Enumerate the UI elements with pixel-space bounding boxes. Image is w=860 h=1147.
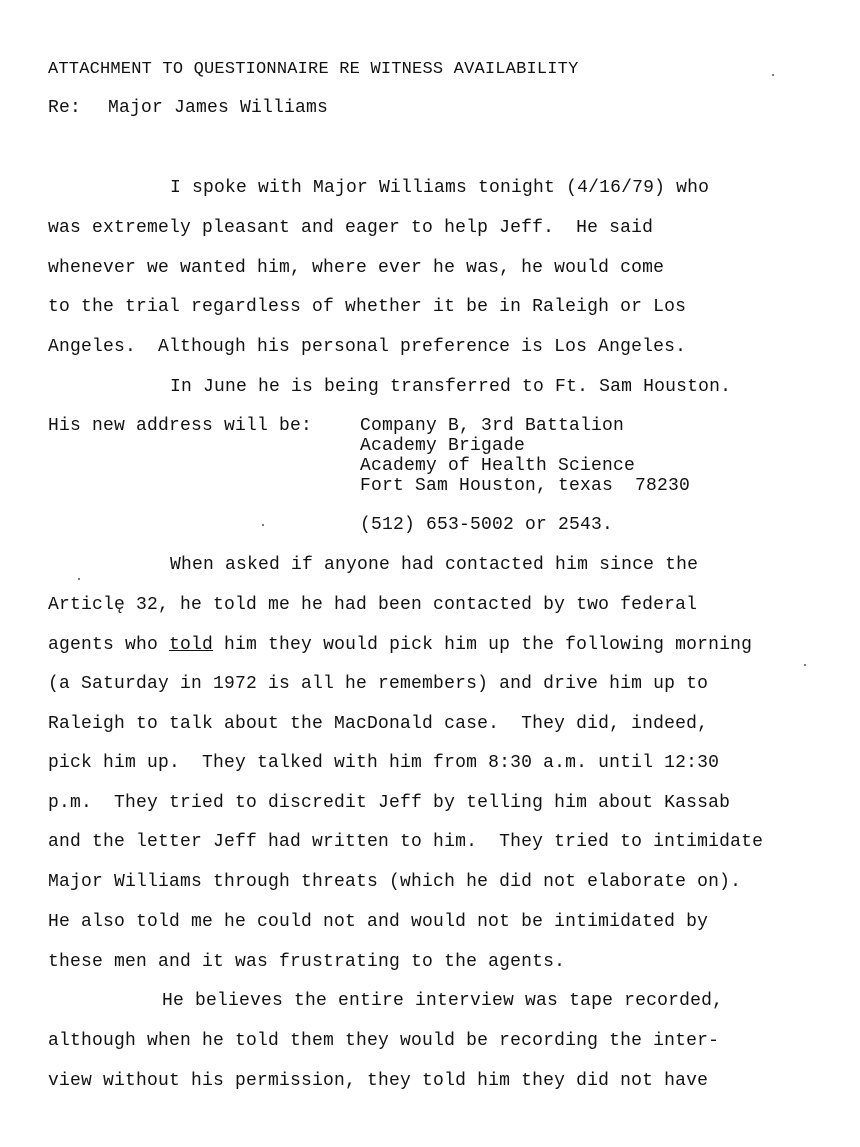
paragraph-3-line-7: p.m. They tried to discredit Jeff by telling him about Kassab: [48, 793, 731, 813]
address-line-2: Academy Brigade: [360, 436, 526, 456]
paragraph-1-line-4: to the trial regardless of whether it be in Raleigh or Los: [48, 297, 687, 317]
paragraph-3-line-10: He also told me he could not and would not be intimidated by: [48, 912, 709, 932]
re-subject: Major James Williams: [108, 98, 329, 118]
paragraph-4-line-2: although when he told them they would be recording the inter-: [48, 1031, 720, 1051]
address-line-3: Academy of Health Science: [360, 456, 636, 476]
paragraph-1-line-1: I spoke with Major Williams tonight (4/16/79) who: [170, 178, 710, 198]
paragraph-3-line-6: pick him up. They talked with him from 8:30 a.m. until 12:30: [48, 753, 720, 773]
phone-number: (512) 653-5002 or 2543.: [360, 515, 614, 535]
paragraph-4-line-1: He believes the entire interview was tape recorded,: [162, 991, 724, 1011]
address-label: His new address will be:: [48, 416, 313, 436]
paragraph-3-line-8: and the letter Jeff had written to him. They tried to intimidate: [48, 832, 764, 852]
paragraph-1-line-5: Angeles. Although his personal preference is Los Angeles.: [48, 337, 687, 357]
scan-speck: [78, 578, 80, 580]
address-line-1: Company B, 3rd Battalion: [360, 416, 625, 436]
re-label: Re:: [48, 98, 82, 118]
paragraph-3-line-4: (a Saturday in 1972 is all he remembers) and drive him up to: [48, 674, 709, 694]
scan-speck: [262, 524, 264, 526]
underlined-word-told: told: [169, 635, 214, 655]
paragraph-3-line-2: Articlę 32, he told me he had been contacted by two federal: [48, 595, 698, 615]
address-line-4: Fort Sam Houston, texas 78230: [360, 476, 691, 496]
paragraph-3-line-5: Raleigh to talk about the MacDonald case. They did, indeed,: [48, 714, 709, 734]
paragraph-1-line-3: whenever we wanted him, where ever he was, he would come: [48, 258, 665, 278]
document-title: ATTACHMENT TO QUESTIONNAIRE RE WITNESS AVAILABILITY: [48, 60, 579, 79]
paragraph-3-line-3: [48, 635, 752, 655]
paragraph-3-line-9: Major Williams through threats (which he did not elaborate on).: [48, 872, 742, 892]
paragraph-3-line-11: these men and it was frustrating to the agents.: [48, 952, 566, 972]
line-3-before: agents who: [48, 635, 170, 655]
scan-speck: [772, 74, 774, 76]
paragraph-2-line-1: In June he is being transferred to Ft. Sam Houston.: [170, 377, 732, 397]
paragraph-1-line-2: was extremely pleasant and eager to help Jeff. He said: [48, 218, 654, 238]
scan-speck: [804, 664, 806, 666]
paragraph-3-line-1: When asked if anyone had contacted him since the: [170, 555, 699, 575]
line-3-after: him they would pick him up the following morning: [213, 635, 753, 655]
paragraph-4-line-3: view without his permission, they told him they did not have: [48, 1071, 709, 1091]
